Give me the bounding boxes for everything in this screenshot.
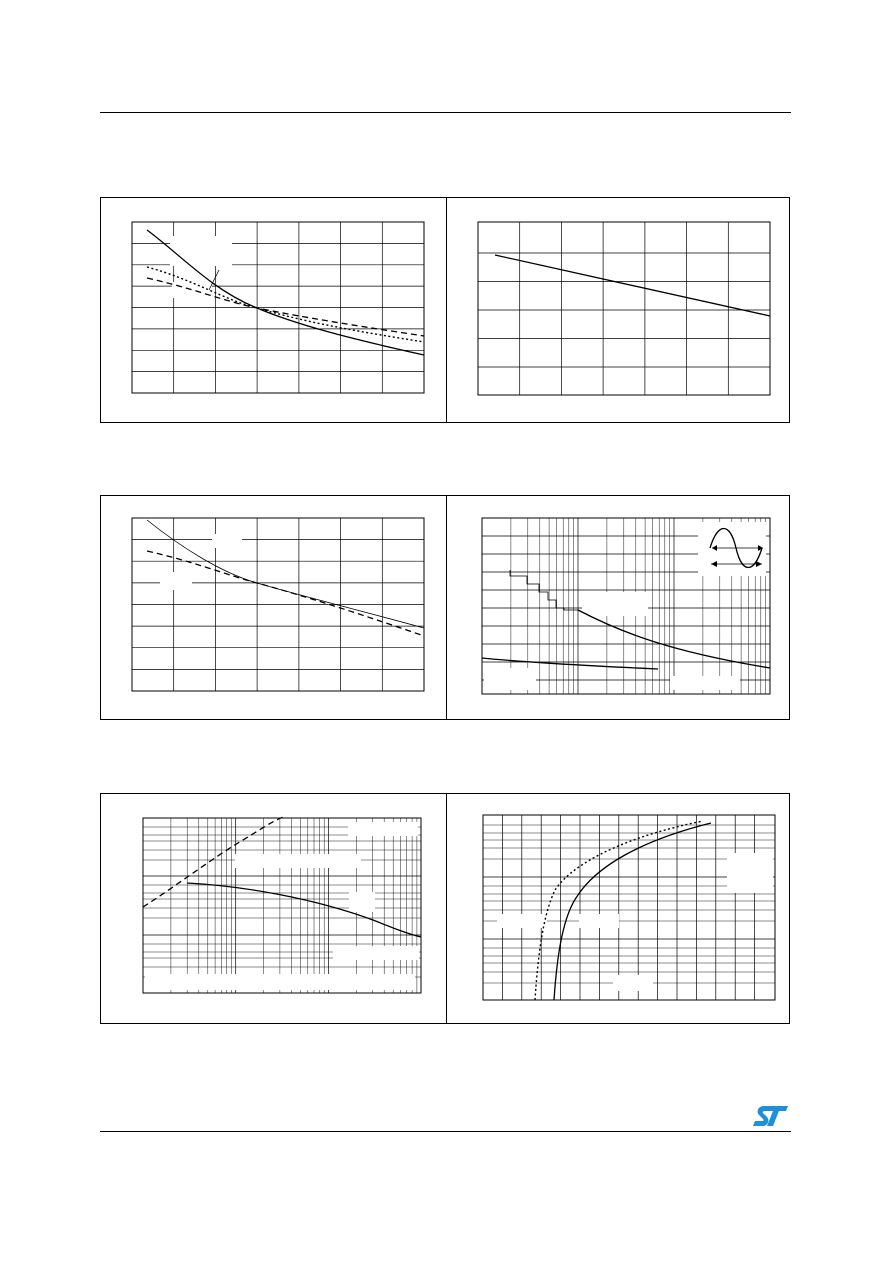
figure-divider xyxy=(446,198,447,422)
legend-mask xyxy=(212,534,242,548)
legend-mask xyxy=(582,592,648,616)
legend-mask xyxy=(172,282,212,298)
grid xyxy=(143,818,421,993)
grid xyxy=(483,815,775,1000)
figure-6-chart xyxy=(483,815,777,1001)
log-y-gridlines xyxy=(483,825,775,983)
legend-mask xyxy=(579,914,619,928)
figure-5-chart xyxy=(143,818,423,994)
legend-mask xyxy=(235,854,361,868)
inset-mask xyxy=(698,522,766,576)
header-rule xyxy=(100,112,791,113)
series-flat xyxy=(482,658,658,669)
series-solid xyxy=(554,823,711,1000)
st-logo xyxy=(752,1104,790,1128)
legend-mask xyxy=(670,676,740,690)
figure-2-chart xyxy=(478,222,772,396)
legend-mask xyxy=(333,946,419,960)
plot-frame xyxy=(143,818,421,993)
legend-mask xyxy=(497,914,547,928)
grid xyxy=(478,222,770,395)
log-x-gridlines xyxy=(171,818,417,993)
figure-divider xyxy=(446,496,447,719)
plot-frame xyxy=(478,222,770,395)
series-solid xyxy=(187,883,421,937)
legend-mask xyxy=(170,236,232,266)
grid xyxy=(132,518,424,691)
legend-mask xyxy=(484,668,536,690)
figure-4-chart xyxy=(482,518,772,695)
plot-frame xyxy=(483,815,775,1000)
x-gridlines xyxy=(502,815,754,1000)
legend-mask xyxy=(349,892,375,912)
legend-mask xyxy=(160,572,192,590)
legend-mask xyxy=(613,975,653,991)
figure-divider xyxy=(446,794,447,1023)
figure-3-chart xyxy=(132,518,426,692)
legend-mask xyxy=(348,822,418,836)
legend-mask xyxy=(727,853,773,893)
series-solid xyxy=(495,255,770,316)
figure-1-chart xyxy=(132,222,426,394)
footer-rule xyxy=(100,1131,791,1132)
axis-mask xyxy=(145,974,415,990)
